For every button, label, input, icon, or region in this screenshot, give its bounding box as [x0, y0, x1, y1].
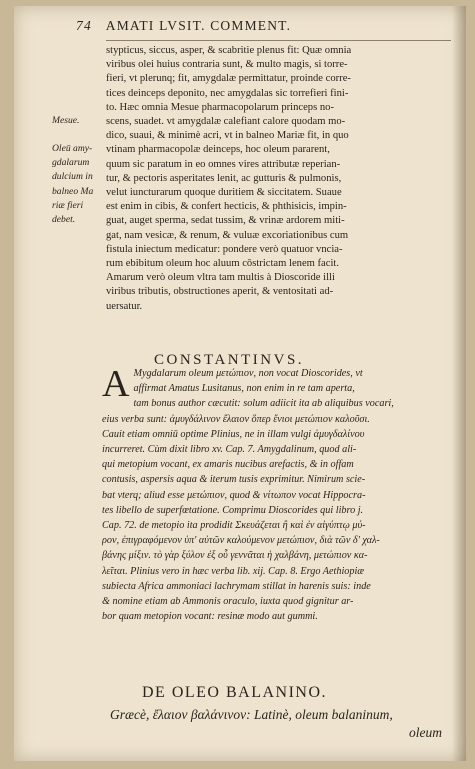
- text-line: subiecta Africa ammoniaci lachrymam stillat in harenis suis: inde: [102, 580, 371, 592]
- main-text-block: [106, 44, 456, 314]
- text-line: quum sic paratum in eo omnes vires attributæ reperian-: [106, 158, 341, 170]
- text-line: gat, nam vesicæ, & renum, & vuluæ excoriationibus cum: [106, 229, 349, 241]
- text-line: ρον, ἐπιγραφόμενον ὑπ' αὐτῶν καλούμενον μετώπιον, διὰ τῶν δ' χαλ-: [102, 535, 380, 547]
- text-line: tur, & pectoris asperitates lenit, ac gutturis & pulmonis,: [106, 172, 342, 184]
- text-line: velut iuncturarum quoque duritiem & siccitatem. Suaue: [106, 187, 342, 199]
- text-line: uersatur.: [106, 300, 143, 312]
- text-line: contusis, aspersis aqua & iterum tusis exprimitur. Nimirum scie-: [102, 474, 366, 486]
- catchword: oleum: [409, 725, 442, 740]
- text-line: rum ebibitum oleum hoc aluum cōstrictam lenem facit.: [106, 258, 339, 270]
- text-line: βάνης μίξιν. τὸ γὰρ ξύλον ἐξ οὗ γεννᾶται ἡ χαλβάνη, μετώπιον κα-: [102, 550, 368, 562]
- book-page: [14, 6, 466, 761]
- text-line: qui metopium vocant, ex amaris nucibus arefactis, & in offam: [102, 459, 354, 471]
- text-line: Mygdalarum oleum μετώπιον, non vocat Dioscorides, vt: [133, 368, 363, 379]
- running-head: [76, 18, 416, 34]
- closing-text-block: [110, 706, 460, 742]
- page-number: 74: [76, 18, 92, 33]
- section-heading-de-oleo-balanino: DE OLEO BALANINO.: [142, 684, 328, 701]
- running-title: AMATI LVSIT. COMMENT.: [105, 18, 292, 33]
- text-line: & nomine etiam ab Ammonis oraculo, iuxta quod gignitur ar-: [102, 596, 354, 608]
- text-line: Græcè, ἔλαιον βαλάνινον: Latinè, oleum balaninum,: [110, 707, 393, 722]
- text-line: dico, suaui, & minimè acri, vt in balneo Mariæ fit, in quo: [106, 130, 349, 142]
- text-line: incurreret. Cùm dixit libro xv. Cap. 7. Amygdalinum, quod ali-: [102, 444, 357, 456]
- text-line: Amarum verò oleum vltra tam multis à Dioscoride illi: [106, 272, 335, 284]
- text-line: est enim in cibis, & confert hecticis, & phthisicis, impin-: [106, 201, 347, 213]
- text-line: eius verba sunt: ἀμυγδάλινον ἔλαιον ὅπερ ἔνιοι μετώπιον καλοῦσι.: [102, 413, 370, 425]
- text-line: Cap. 72. de metopio ita prodidit Σκευάζεται ἢ καὶ ἐν αἰγύπτῳ μύ-: [102, 520, 366, 532]
- text-line: viribus olei huius contraria sunt, & multo magis, si torre-: [106, 59, 348, 71]
- drop-cap: A: [102, 363, 130, 405]
- text-line: to. Hæc omnia Mesue pharmacopolarum princeps no-: [106, 101, 334, 113]
- text-line: bat vterq; aliud esse μετώπιον, quod & νίτωπον vocat Hippocra-: [102, 489, 366, 501]
- text-line: Cauit etiam omniū optime Plinius, ne in illam vulgi ἀμυγδαλίνου: [102, 428, 365, 440]
- text-line: fistula iniectum medicatur: pondere verò quatuor vncia-: [106, 243, 343, 255]
- text-line: vtinam pharmacopolæ deinceps, hoc oleum pararent,: [106, 144, 330, 156]
- text-line: tam bonus author cæcutit: solum adiicit ita ab aliquibus vocari,: [133, 398, 394, 410]
- constantinus-text-block: [102, 363, 458, 624]
- text-line: affirmat Amatus Lusitanus, non enim in re tam aperta,: [133, 383, 355, 395]
- text-line: guat, auget sperma, sedat tussim, & vrinæ ardorem miti-: [106, 215, 345, 227]
- text-line: tes libello de superfœtatione. Comprimu Dioscorides qui libro j.: [102, 504, 364, 516]
- text-line: fieri, vt plerunq; fit, amygdalæ permittatur, proinde corre-: [106, 73, 351, 85]
- margin-note-mesue: Mesue.: [52, 115, 80, 126]
- header-rule: [106, 40, 451, 41]
- margin-note-oleum: Oleū amy- gdalarum dulcium in balneo Ma riæ fieri debet.: [52, 143, 94, 226]
- text-line: tices deinceps deponito, nec amygdalas sic torrefieri fini-: [106, 87, 349, 99]
- text-line: viribus tributis, obstructiones aperit, & ventositati ad-: [106, 286, 334, 298]
- section-heading-constantinus: CONSTANTINVS.: [154, 352, 305, 368]
- text-line: scens, suadet. vt amygdalæ calefiant calore quodam mo-: [106, 116, 346, 128]
- text-line: stypticus, siccus, asper, & scabritie plenus fit: Quæ omnia: [106, 45, 352, 56]
- text-line: λεῖται. Plinius vero in hæc verba lib. xij. Cap. 8. Ergo Aethiopiæ: [102, 565, 365, 577]
- text-line: bor quam metopion vocant: resinæ modo aut gummi.: [102, 611, 318, 623]
